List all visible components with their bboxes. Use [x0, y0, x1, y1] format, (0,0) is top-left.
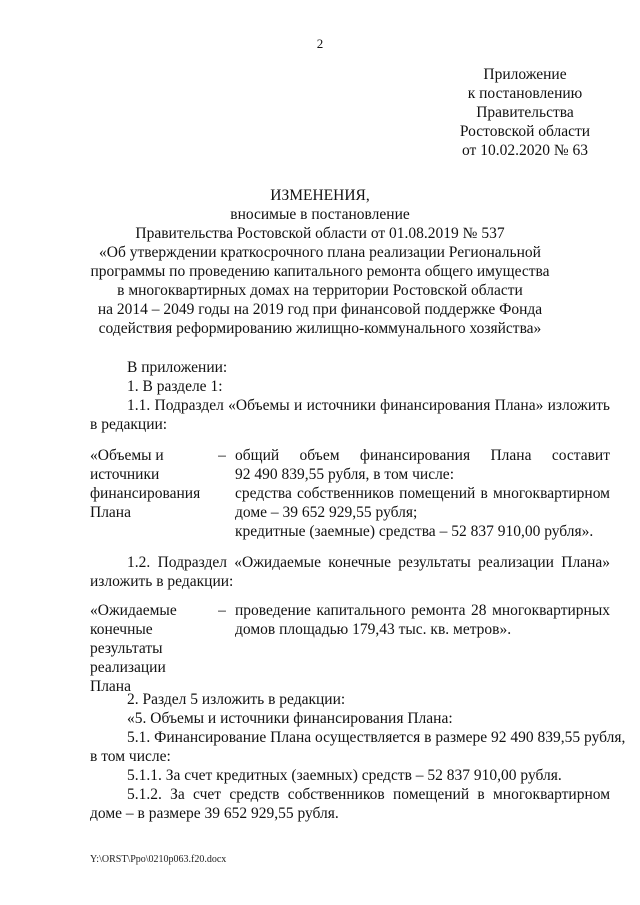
section-2	[90, 690, 626, 823]
table-right-line: домов площадью 179,43 тыс. кв. метров».	[235, 621, 512, 638]
file-path-footer: Y:\ORST\Ppo\0210p063.f20.docx	[90, 854, 227, 865]
title-line: в многоквартирных домах на территории Ростовской области	[117, 282, 523, 299]
appendix-line: Ростовской области	[459, 123, 591, 140]
table-right-line: 92 490 839,55 рубля, в том числе:	[235, 466, 454, 483]
section2-line: 5.1.1. За счет кредитных (заемных) средств – 52 837 910,00 рубля.	[127, 767, 562, 784]
document-title	[80, 186, 560, 338]
table-left-line: «Ожидаемые	[90, 602, 177, 619]
page-number: 2	[316, 36, 324, 51]
table-right-line: общий объем финансирования Плана составит	[235, 447, 610, 464]
table-right-line: кредитные (заемные) средства – 52 837 910,00 рубля».	[235, 523, 594, 540]
intro-paragraph	[90, 358, 610, 434]
table-left-line: конечные	[90, 621, 153, 638]
appendix-line: от 10.02.2020 № 63	[462, 142, 588, 159]
table-left-line: Плана	[90, 504, 131, 521]
appendix-header	[430, 65, 620, 160]
p12-line: 1.2. Подраздел «Ожидаемые конечные результаты реализации Плана»	[127, 554, 610, 571]
title-line: ИЗМЕНЕНИЯ,	[270, 187, 370, 204]
title-line: на 2014 – 2049 годы на 2019 год при финансовой поддержке Фонда	[97, 301, 543, 318]
table-right-column	[235, 601, 610, 639]
intro-line: В приложении:	[127, 359, 228, 376]
title-line: программы по проведению капитального ремонта общего имущества	[90, 263, 550, 280]
intro-line: 1. В разделе 1:	[127, 378, 223, 395]
intro-line: 1.1. Подраздел «Объемы и источники финансирования Плана» изложить	[127, 397, 610, 414]
section2-line: 5.1.2. За счет средств собственников помещений в многоквартирном	[127, 786, 610, 803]
table-left-line: Плана	[90, 678, 131, 695]
table-right-line: средства собственников помещений в многоквартирном	[235, 485, 610, 502]
section2-line: в том числе:	[90, 748, 171, 765]
subsection-1-2	[90, 553, 610, 591]
table-right-column	[235, 446, 610, 541]
table-left-line: «Объемы и	[90, 447, 164, 464]
section2-line: «5. Объемы и источники финансирования Плана:	[127, 710, 453, 727]
section2-line: 5.1. Финансирование Плана осуществляется в размере 92 490 839,55 рубля,	[127, 729, 626, 746]
financing-table	[90, 446, 610, 546]
appendix-line: Правительства	[476, 104, 574, 121]
title-line: вносимые в постановление	[230, 206, 410, 223]
table-left-column	[90, 601, 210, 696]
section2-line: доме – в размере 39 652 929,55 рубля.	[90, 805, 339, 822]
table-right-line: проведение капитального ремонта 28 многоквартирных	[235, 602, 610, 619]
intro-line: в редакции:	[90, 416, 168, 433]
table-left-line: источники	[90, 466, 160, 483]
section2-line: 2. Раздел 5 изложить в редакции:	[127, 691, 346, 708]
title-line: содействия реформированию жилищно-коммунального хозяйства»	[98, 320, 542, 337]
table-dash: –	[218, 602, 226, 619]
appendix-line: к постановлению	[467, 85, 583, 102]
title-line: «Об утверждении краткосрочного плана реализации Региональной	[99, 244, 541, 261]
table-left-line: результаты	[90, 640, 163, 657]
p12-line: изложить в редакции:	[90, 573, 234, 590]
table-dash: –	[218, 447, 226, 464]
title-line: Правительства Ростовской области от 01.08.2019 № 537	[135, 225, 505, 242]
table-right-line: доме – 39 652 929,55 рубля;	[235, 504, 418, 521]
table-left-column	[90, 446, 210, 522]
results-table	[90, 601, 610, 697]
table-left-line: реализации	[90, 659, 166, 676]
appendix-line: Приложение	[483, 66, 567, 83]
table-left-line: финансирования	[90, 485, 201, 502]
